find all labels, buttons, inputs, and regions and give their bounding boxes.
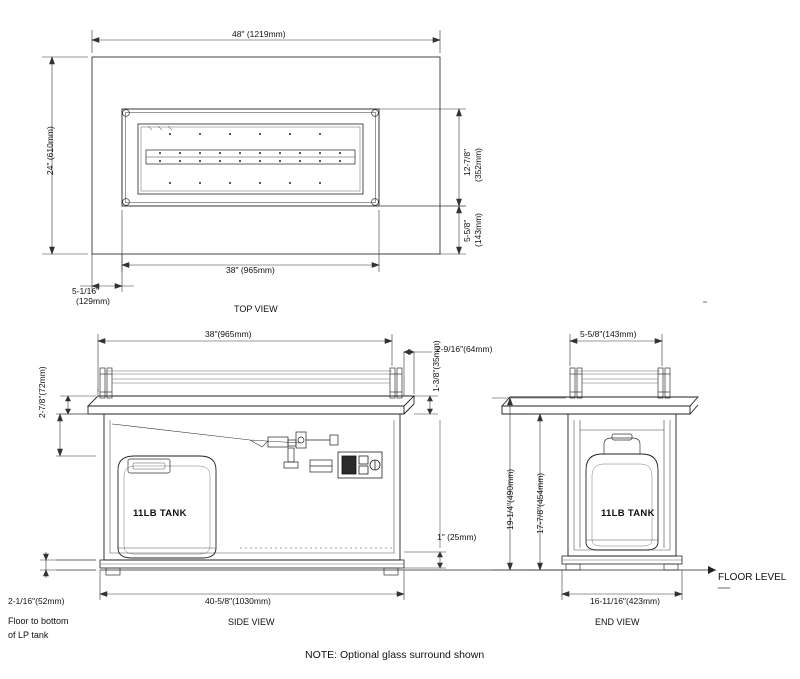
floor-note-line1: Floor to bottom	[8, 616, 69, 626]
tank-label-end: 11LB TANK	[601, 508, 655, 519]
dim-side-top-width: 38"(965mm)	[205, 329, 252, 339]
dim-end-top-width: 5-5/8"(143mm)	[580, 329, 637, 339]
dim-side-lip-thickness: 1-3/8"(35mm)	[431, 340, 441, 392]
view-label-top: TOP VIEW	[234, 304, 278, 314]
dim-top-offset-left-mm: (129mm)	[76, 296, 111, 306]
dim-top-inner-height: 12-7/8"	[462, 148, 472, 176]
dim-side-lip: 2-9/16"(64mm)	[436, 344, 493, 354]
dim-top-inner-width: 38" (965mm)	[226, 265, 275, 275]
dim-top-offset-right-mm: (143mm)	[473, 212, 483, 247]
tank-label-side: 11LB TANK	[133, 508, 187, 519]
general-note: NOTE: Optional glass surround shown	[305, 649, 485, 661]
dim-side-clearance: 1" (25mm)	[437, 532, 477, 542]
dim-end-inner-height: 17-7/8"(454mm)	[535, 472, 545, 534]
dim-end-overall-height: 19-1/4"(490mm)	[505, 468, 515, 530]
dim-side-floor-gap: 2-1/16"(52mm)	[8, 596, 65, 606]
dim-top-offset-left: 5-1/16"	[72, 286, 100, 296]
dim-top-inner-height-mm: (352mm)	[473, 147, 483, 182]
dim-top-offset-right: 5-5/8"	[462, 219, 472, 242]
dim-end-base-width: 16-11/16"(423mm)	[590, 596, 660, 606]
view-label-side: SIDE VIEW	[228, 617, 275, 627]
dim-top-width: 48" (1219mm)	[232, 29, 286, 39]
view-label-end: END VIEW	[595, 617, 640, 627]
dim-side-top-thickness: 2-7/8"(72mm)	[37, 366, 47, 418]
dim-side-base-width: 40-5/8"(1030mm)	[205, 596, 271, 606]
dim-top-height: 24" (610mm)	[45, 126, 55, 175]
floor-note-line2: of LP tank	[8, 630, 49, 640]
floor-level-label: FLOOR LEVEL	[718, 572, 787, 583]
